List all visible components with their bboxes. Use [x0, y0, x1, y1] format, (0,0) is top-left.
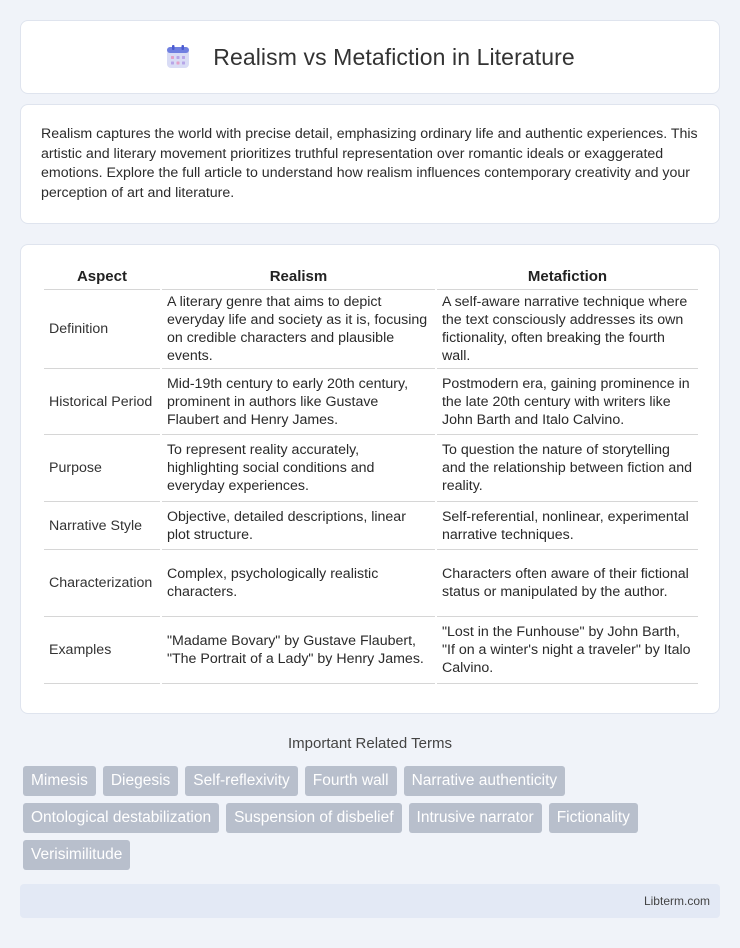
table-cell-aspect: Historical Period [44, 369, 160, 435]
table-cell-realism: Mid-19th century to early 20th century, prominent in authors like Gustave Flaubert and Henry James. [162, 369, 435, 435]
table-cell-aspect: Definition [44, 290, 160, 369]
header-inner [165, 44, 575, 71]
table-header-row [44, 265, 698, 290]
tag-verisimilitude[interactable]: Verisimilitude [23, 840, 130, 870]
footer-site-link[interactable]: Libterm.com [643, 894, 710, 908]
table-row [44, 290, 698, 369]
tag-diegesis[interactable]: Diegesis [103, 766, 178, 796]
table-cell-aspect: Purpose [44, 435, 160, 502]
column-header-realism: Realism [162, 265, 435, 290]
table-cell-realism: Objective, detailed descriptions, linear plot structure. [162, 502, 435, 550]
column-header-aspect: Aspect [44, 265, 160, 290]
table-cell-metafiction: "Lost in the Funhouse" by John Barth, "If on a winter's night a traveler" by Italo Calvino. [437, 617, 698, 684]
column-header-metafiction: Metafiction [437, 265, 698, 290]
related-terms-list [23, 766, 723, 870]
tag-mimesis[interactable]: Mimesis [23, 766, 96, 796]
table-cell-realism: Complex, psychologically realistic characters. [162, 550, 435, 617]
table-row [44, 369, 698, 435]
table-cell-metafiction: Self-referential, nonlinear, experimental narrative techniques. [437, 502, 698, 550]
comparison-table [42, 265, 700, 684]
table-row [44, 435, 698, 502]
tag-ontological-destabilization[interactable]: Ontological destabilization [23, 803, 219, 833]
intro-paragraph: Realism captures the world with precise detail, emphasizing ordinary life and authentic experiences. This artistic and literary movement prioritizes truthful representation over romantic ideals or exaggerated emotions. Explore the full article to understand how realism influences contemporary creativity and your perception of art and literature. [41, 126, 698, 201]
table-row [44, 550, 698, 617]
comparison-table-card [20, 244, 720, 714]
table-cell-metafiction: Characters often aware of their fictional status or manipulated by the author. [437, 550, 698, 617]
table-cell-metafiction: A self-aware narrative technique where the text consciously addresses its own fictionality, often breaking the fourth wall. [437, 290, 698, 369]
table-cell-aspect: Narrative Style [44, 502, 160, 550]
calendar-grid-icon [165, 44, 191, 70]
table-cell-metafiction: To question the nature of storytelling and the relationship between fiction and reality. [437, 435, 698, 502]
table-cell-aspect: Examples [44, 617, 160, 684]
page-title: Realism vs Metafiction in Literature [213, 43, 575, 70]
table-cell-metafiction: Postmodern era, gaining prominence in the late 20th century with writers like John Barth and Italo Calvino. [437, 369, 698, 435]
footer [20, 884, 720, 918]
tag-fourth-wall[interactable]: Fourth wall [305, 766, 397, 796]
table-cell-aspect: Characterization [44, 550, 160, 617]
table-row [44, 502, 698, 550]
table-cell-realism: A literary genre that aims to depict everyday life and society as it is, focusing on credible characters and plausible events. [162, 290, 435, 369]
related-terms-heading: Important Related Terms [288, 735, 452, 752]
tag-intrusive-narrator[interactable]: Intrusive narrator [409, 803, 542, 833]
tag-narrative-authenticity[interactable]: Narrative authenticity [404, 766, 566, 796]
tag-self-reflexivity[interactable]: Self-reflexivity [185, 766, 297, 796]
intro-card [20, 104, 720, 224]
tag-fictionality[interactable]: Fictionality [549, 803, 638, 833]
header-card [20, 20, 720, 94]
tag-suspension-of-disbelief[interactable]: Suspension of disbelief [226, 803, 401, 833]
table-cell-realism: To represent reality accurately, highlighting social conditions and everyday experiences. [162, 435, 435, 502]
table-row [44, 617, 698, 684]
table-cell-realism: "Madame Bovary" by Gustave Flaubert, "The Portrait of a Lady" by Henry James. [162, 617, 435, 684]
